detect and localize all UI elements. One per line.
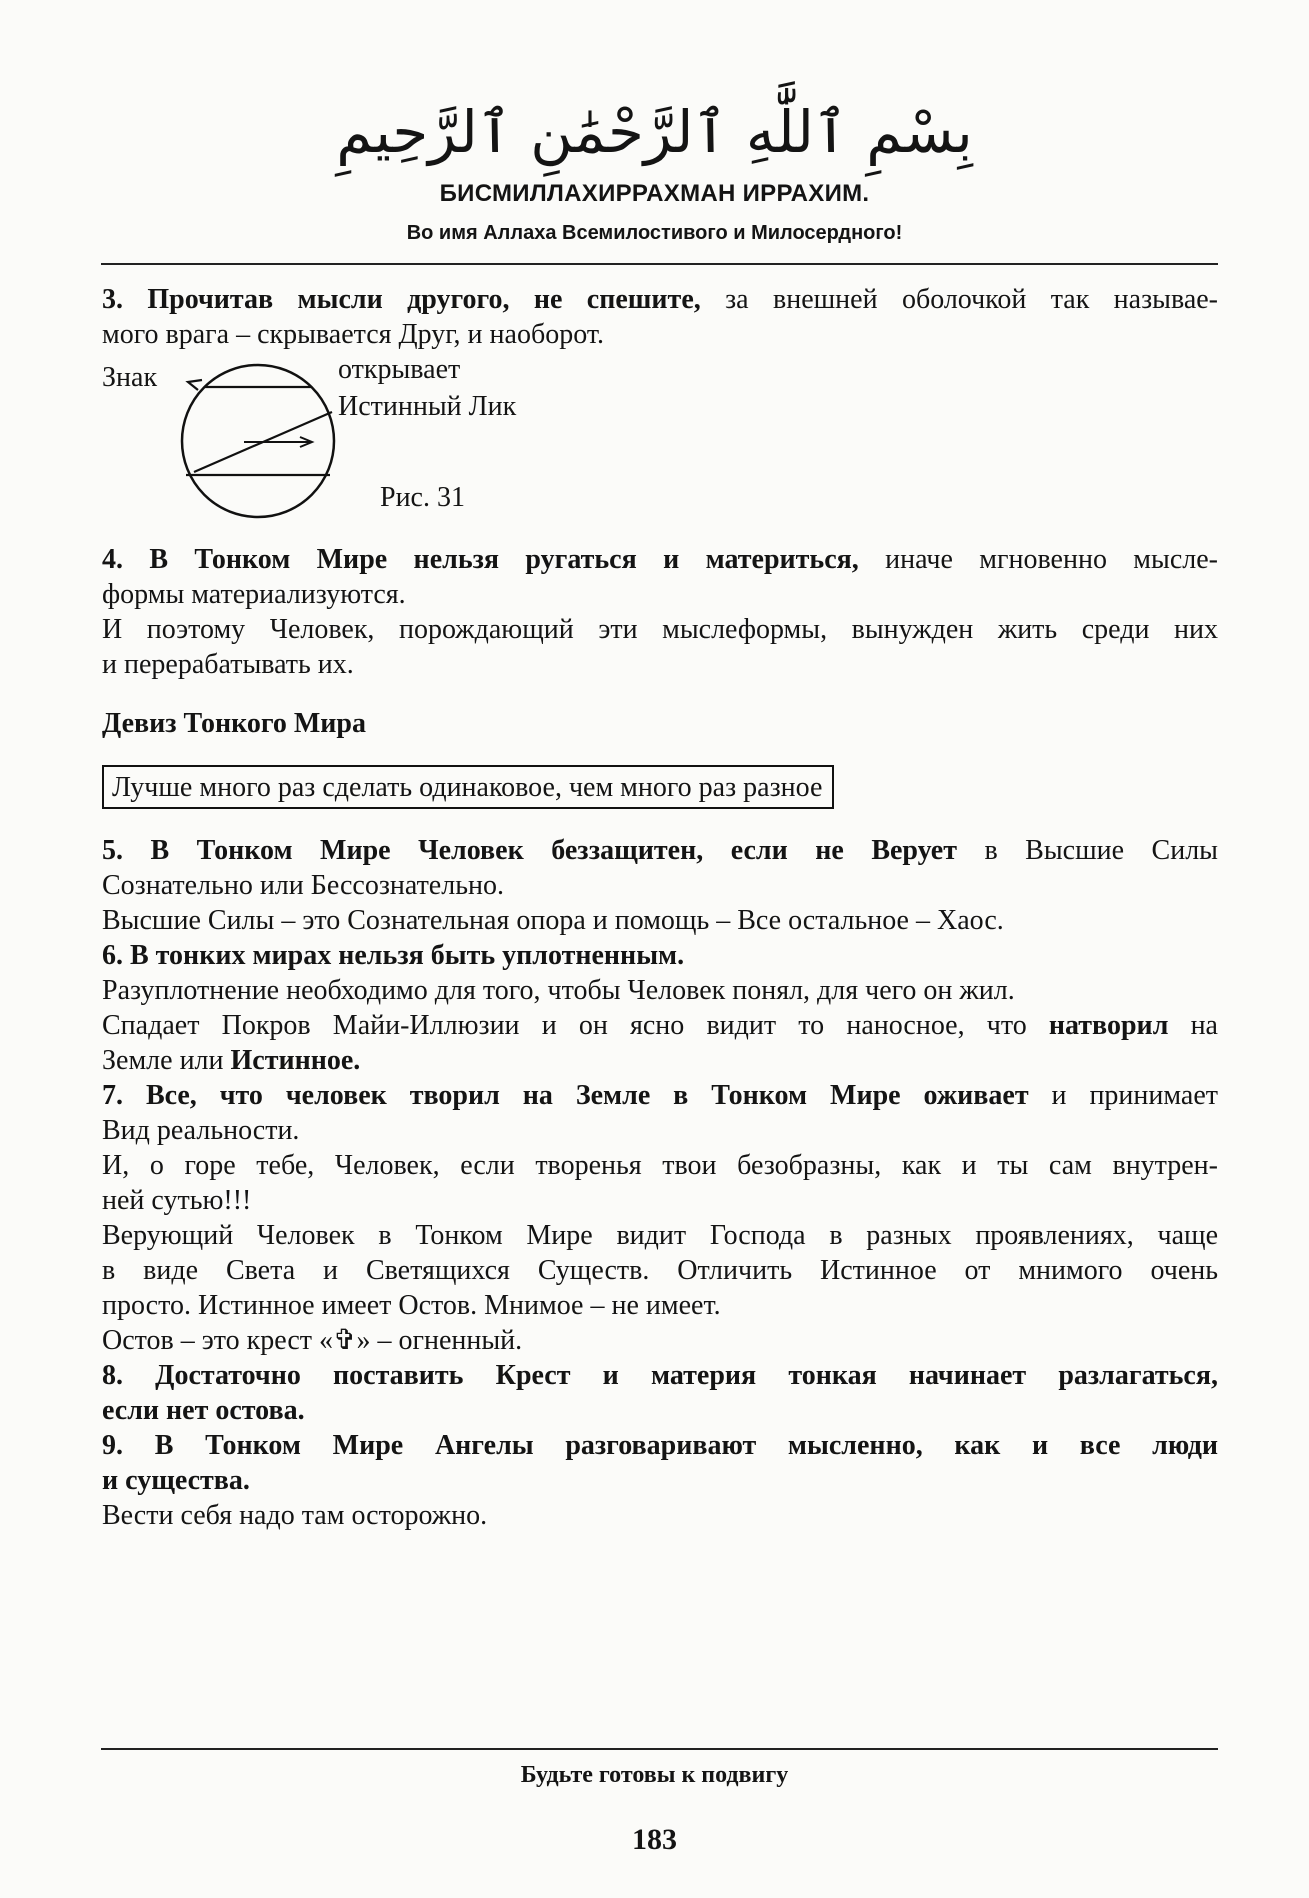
item-8-bold-1: 8. Достаточно поставить Крест и материя тонкая начинает разлагаться, xyxy=(102,1360,1218,1391)
item-6-line3-bold: натворил xyxy=(1048,1010,1169,1041)
figure-31 xyxy=(102,352,1218,542)
item-3-line-1 xyxy=(102,282,1218,317)
figure-label-line2: Истинный Лик xyxy=(338,391,517,422)
item-4-line-2: формы материализуются. xyxy=(102,579,406,610)
item-5-line-3: Высшие Силы – это Сознательная опора и помощь – Все остальное – Хаос. xyxy=(102,905,1004,936)
item-6-line4-bold: Истинное. xyxy=(230,1045,361,1076)
item-4-line-1 xyxy=(102,542,1218,577)
item-7-line-2: Вид реальности. xyxy=(102,1115,300,1146)
header-title: БИСМИЛЛАХИРРАХМАН ИРРАХИМ. xyxy=(439,180,870,207)
item-7-line-7: просто. Истинное имеет Остов. Мнимое – не имеет. xyxy=(102,1290,721,1321)
item-6-line4-a: Земле или xyxy=(102,1045,231,1076)
header-divider xyxy=(101,263,1218,265)
item-3-bold: 3. Прочитав мысли другого, не спешите, xyxy=(102,284,701,315)
basmala-calligraphy: بِسْمِ ٱللَّٰهِ ٱلرَّحْمَٰنِ ٱلرَّحِيمِ xyxy=(336,98,973,166)
item-3-line-2: мого врага – скрывается Друг, и наоборот. xyxy=(102,319,604,350)
item-6-line3-c: на xyxy=(1168,1010,1218,1041)
item-5-rest: в Высшие Силы xyxy=(956,835,1218,866)
header-subtitle: Во имя Аллаха Всемилостивого и Милосердного! xyxy=(406,222,903,244)
item-5-line-1 xyxy=(102,833,1218,868)
page-number: 183 xyxy=(632,1823,677,1856)
motto-heading: Девиз Тонкого Мира xyxy=(102,708,367,739)
item-5-line-2: Сознательно или Бессознательно. xyxy=(102,870,504,901)
item-7-line-5: Верующий Человек в Тонком Мире видит Господа в разных проявлениях, чаще xyxy=(102,1220,1218,1251)
item-7-line-6: в виде Света и Светящихся Существ. Отличить Истинное от мнимого очень xyxy=(102,1255,1218,1286)
item-6-line-3 xyxy=(102,1008,1218,1043)
item-6-line-1 xyxy=(102,938,1218,973)
item-4-rest: иначе мгновенно мысле- xyxy=(858,544,1218,575)
item-3-rest: за внешней оболочкой так называе- xyxy=(700,284,1218,315)
figure-label-znak: Знак xyxy=(102,362,158,393)
figure-label-line1: открывает xyxy=(338,354,461,385)
item-9-line-1 xyxy=(102,1428,1218,1463)
motto-text: Лучше много раз сделать одинаковое, чем много раз разное xyxy=(112,772,823,803)
item-6-line3-a: Спадает Покров Майи-Иллюзии и он ясно видит то наносное, что xyxy=(102,1010,1049,1041)
item-4-line-4: и перерабатывать их. xyxy=(102,649,354,680)
item-7-bold: 7. Все, что человек творил на Земле в Тонком Мире оживает xyxy=(102,1080,1029,1111)
item-8-line-2 xyxy=(102,1393,1218,1428)
sign-circle-icon xyxy=(172,360,348,520)
item-4-bold: 4. В Тонком Мире нельзя ругаться и материться, xyxy=(102,544,859,575)
item-6-bold: 6. В тонких мирах нельзя быть уплотненным. xyxy=(102,940,685,971)
item-7-line-1 xyxy=(102,1078,1218,1113)
item-8-line-1 xyxy=(102,1358,1218,1393)
item-5-bold: 5. В Тонком Мире Человек беззащитен, если не Верует xyxy=(102,835,957,866)
item-8-bold-2: если нет остова. xyxy=(102,1395,305,1426)
item-6-line-2: Разуплотнение необходимо для того, чтобы Человек понял, для чего он жил. xyxy=(102,975,1015,1006)
footer-motto: Будьте готовы к подвигу xyxy=(520,1762,789,1788)
item-7-line-3: И, о горе тебе, Человек, если творенья твои безобразны, как и ты сам внутрен- xyxy=(102,1150,1218,1181)
item-9-bold-1: 9. В Тонком Мире Ангелы разговаривают мысленно, как и все люди xyxy=(102,1430,1218,1461)
item-4-line-3: И поэтому Человек, порождающий эти мыслеформы, вынужден жить среди них xyxy=(102,614,1218,645)
motto-box xyxy=(102,765,834,809)
item-9-bold-2: и существа. xyxy=(102,1465,250,1496)
footer-divider xyxy=(101,1748,1218,1750)
item-7-line-4: ней сутью!!! xyxy=(102,1185,252,1216)
item-6-line-4 xyxy=(102,1043,1218,1078)
item-7-line-8: Остов – это крест «✞» – огненный. xyxy=(102,1325,523,1356)
page-body xyxy=(102,282,1218,1533)
figure-caption: Рис. 31 xyxy=(380,482,465,513)
item-7-rest: и принимает xyxy=(1028,1080,1218,1111)
item-9-line-2 xyxy=(102,1463,1218,1498)
item-9-line-3: Вести себя надо там осторожно. xyxy=(102,1500,488,1531)
